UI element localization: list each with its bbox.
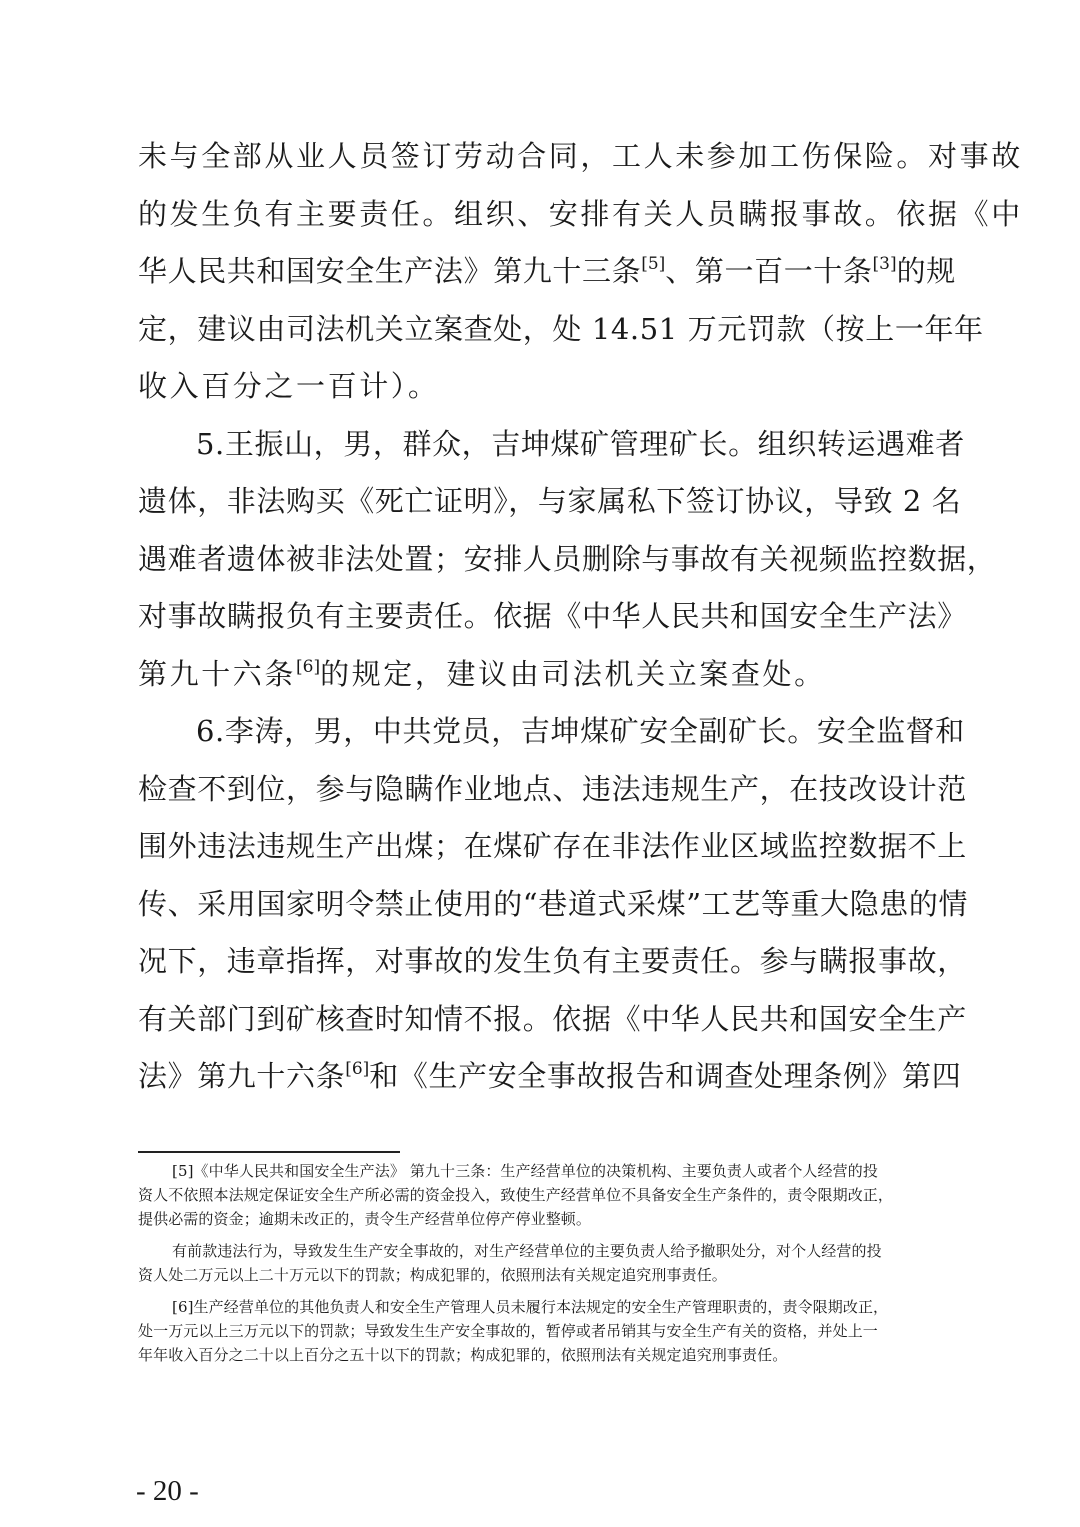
text-run: 有关部门到矿核查时知情不报。依据《中华人民共和国安全生产 [138,1001,967,1036]
text-run: 的发生负有主要责任。组织、安排有关人员瞒报事故。依据《中 [138,196,1023,231]
paragraph-line [138,818,967,876]
paragraph-line [138,416,965,474]
paragraph-line [138,1048,962,1106]
text-run: 、第一百一十条 [665,254,873,288]
text-run: 华人民共和国安全生产法》第九十三条 [138,254,642,288]
paragraph-line [138,761,967,819]
footnotes [138,1159,944,1367]
text-run: 对事故瞒报负有主要责任。依据《中华人民共和国安全生产法》 [138,599,967,633]
text-run: 检查不到位，参与隐瞒作业地点、违法违规生产，在技改设计范 [138,771,967,806]
text-run: 6.李涛，男，中共党员，吉坤煤矿安全副矿长。安全监督和 [196,714,965,748]
text-run: 收入百分之一百计）。 [138,369,440,403]
footnote-ref: [5] [641,254,666,274]
footnote-line: 提供必需的资金；逾期未改正的，责令生产经营单位停产停业整顿。 [138,1210,592,1228]
footnote-line: 资人处二万元以上二十万元以下的罚款；构成犯罪的，依照刑法有关规定追究刑事责任。 [138,1266,727,1284]
text-run: 围外违法违规生产出煤；在煤矿存在非法作业区域监控数据不上 [138,829,967,863]
paragraph-line [138,588,967,646]
footnote-line: 有前款违法行为，导致发生生产安全事故的，对生产经营单位的主要负责人给予撤职处分，对个人经营的投 [172,1242,882,1260]
footnote-ref: [6] [345,1059,370,1079]
footnote-spacer [138,1231,944,1239]
text-run: 第九十六条 [138,656,297,691]
paragraph-line [138,933,967,991]
page-number: - 20 - [136,1475,199,1507]
text-run: 况下，违章指挥，对事故的发生负有主要责任。参与瞒报事故， [138,944,967,978]
text-run: 的规定，建议由司法机关立案查处。 [320,656,826,691]
paragraph-line [138,876,969,934]
paragraph-line [138,703,965,761]
text-run: 遗体，非法购买《死亡证明》，与家属私下签订协议，导致 2 名 [138,484,962,518]
paragraph-line [138,646,944,704]
text-run: 未与全部从业人员签订劳动合同，工人未参加工伤保险。对事故 [138,139,1023,173]
footnote-line: [6]生产经营单位的其他负责人和安全生产管理人员未履行本法规定的安全生产管理职责的，责令限期改正， [172,1298,889,1316]
text-run: 法》第九十六条 [138,1059,346,1093]
paragraph-line [138,128,1023,186]
paragraph-line [138,473,962,531]
text-run: 的规 [896,254,956,288]
paragraph-line [138,301,984,359]
paragraph-line [138,991,967,1049]
footnote-divider [138,1151,400,1153]
text-run: 定，建议由司法机关立案查处，处 14.51 万元罚款（按上一年年 [138,311,984,346]
footnote-line: 资人不依照本法规定保证安全生产所必需的资金投入，致使生产经营单位不具备安全生产条件的，责令限期改正， [138,1186,894,1204]
paragraph-line [138,243,956,301]
footnote-line: [5]《中华人民共和国安全生产法》 第九十三条：生产经营单位的决策机构、主要负责人或者个人经营的投 [172,1162,878,1180]
text-run: 5.王振山，男，群众，吉坤煤矿管理矿长。组织转运遇难者 [196,426,965,461]
paragraph-line [138,358,944,416]
footnote-line: 年年收入百分之二十以上百分之五十以下的罚款；构成犯罪的，依照刑法有关规定追究刑事责任。 [138,1346,788,1364]
text-run: 和《生产安全事故报告和调查处理条例》第四 [369,1059,962,1093]
text-run: 传、采用国家明令禁止使用的“巷道式采煤”工艺等重大隐患的情 [138,886,969,921]
text-run: 遇难者遗体被非法处置；安排人员删除与事故有关视频监控数据， [138,541,997,576]
footnote-line: 处一万元以上三万元以下的罚款；导致发生生产安全事故的，暂停或者吊销其与安全生产有关的资格，并处上一 [138,1322,878,1340]
paragraph-line [138,186,1023,244]
footnote-spacer [138,1287,944,1295]
footnote-ref: [3] [872,254,897,274]
footnote-ref: [6] [296,656,321,677]
body-text [138,128,1023,1106]
paragraph-line [138,531,997,589]
